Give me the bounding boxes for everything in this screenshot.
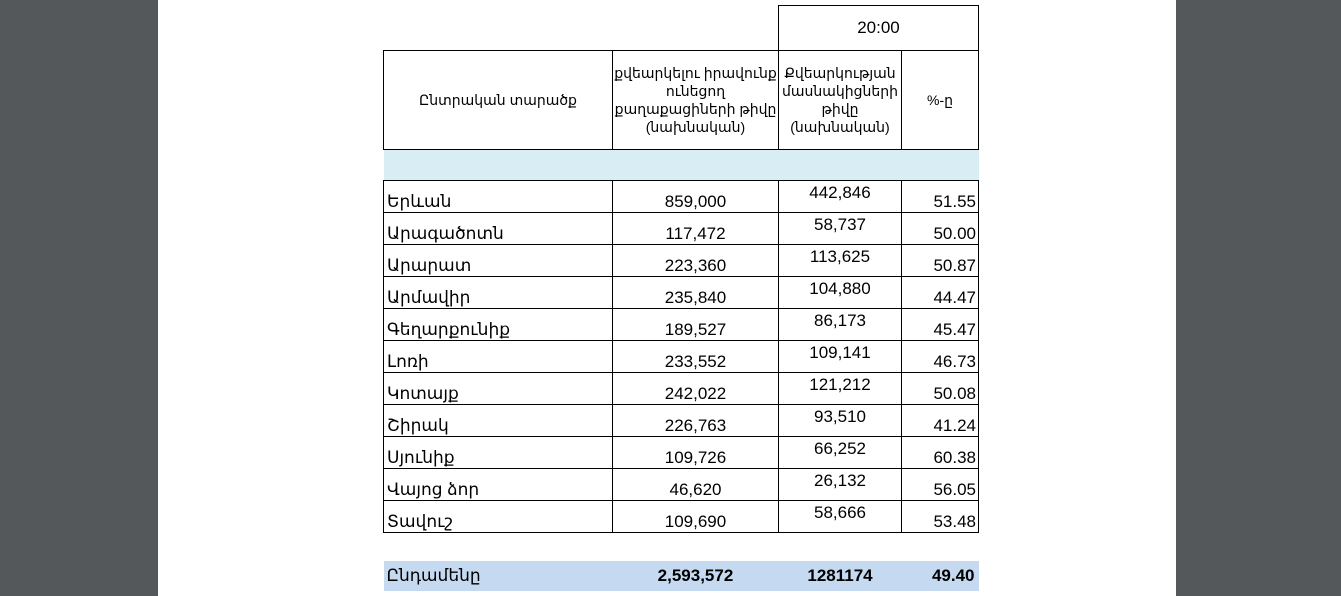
turnout-percent: 50.00 bbox=[902, 213, 979, 245]
region-name: Շիրակ bbox=[384, 405, 613, 437]
eligible-count: 189,527 bbox=[613, 309, 779, 341]
participants-count: 113,625 bbox=[779, 245, 902, 277]
participants-count: 93,510 bbox=[779, 405, 902, 437]
turnout-percent: 56.05 bbox=[902, 469, 979, 501]
header-percent: %-ը bbox=[902, 51, 979, 150]
region-name: Սյունիք bbox=[384, 437, 613, 469]
region-name: Կոտայք bbox=[384, 373, 613, 405]
turnout-percent: 53.48 bbox=[902, 501, 979, 533]
total-eligible: 2,593,572 bbox=[613, 561, 779, 591]
turnout-table bbox=[383, 5, 979, 591]
table-row bbox=[384, 181, 979, 213]
time-row bbox=[384, 6, 979, 51]
eligible-count: 235,840 bbox=[613, 277, 779, 309]
eligible-count: 233,552 bbox=[613, 341, 779, 373]
eligible-count: 223,360 bbox=[613, 245, 779, 277]
table-row bbox=[384, 309, 979, 341]
region-name: Երևան bbox=[384, 181, 613, 213]
eligible-count: 109,726 bbox=[613, 437, 779, 469]
participants-count: 104,880 bbox=[779, 277, 902, 309]
participants-count: 58,666 bbox=[779, 501, 902, 533]
region-name: Գեղարքունիք bbox=[384, 309, 613, 341]
total-percent: 49.40 bbox=[902, 561, 979, 591]
header-row bbox=[384, 51, 979, 150]
turnout-percent: 41.24 bbox=[902, 405, 979, 437]
header-participants: Քվեարկության մասնակիցների թիվը (նախնական) bbox=[779, 51, 902, 150]
table-row bbox=[384, 501, 979, 533]
blue-band-row bbox=[384, 150, 979, 181]
turnout-percent: 51.55 bbox=[902, 181, 979, 213]
table-row bbox=[384, 469, 979, 501]
table-row bbox=[384, 405, 979, 437]
participants-count: 109,141 bbox=[779, 341, 902, 373]
turnout-percent: 44.47 bbox=[902, 277, 979, 309]
region-name: Արարատ bbox=[384, 245, 613, 277]
turnout-percent: 50.08 bbox=[902, 373, 979, 405]
total-row bbox=[384, 561, 979, 591]
total-participants: 1281174 bbox=[779, 561, 902, 591]
region-name: Տավուշ bbox=[384, 501, 613, 533]
region-name: Արմավիր bbox=[384, 277, 613, 309]
eligible-count: 226,763 bbox=[613, 405, 779, 437]
table-row bbox=[384, 341, 979, 373]
table-row bbox=[384, 437, 979, 469]
region-name: Լոռի bbox=[384, 341, 613, 373]
turnout-percent: 60.38 bbox=[902, 437, 979, 469]
eligible-count: 117,472 bbox=[613, 213, 779, 245]
turnout-percent: 50.87 bbox=[902, 245, 979, 277]
participants-count: 26,132 bbox=[779, 469, 902, 501]
table-row bbox=[384, 245, 979, 277]
region-name: Վայոց ձոր bbox=[384, 469, 613, 501]
turnout-percent: 45.47 bbox=[902, 309, 979, 341]
table-row bbox=[384, 213, 979, 245]
turnout-percent: 46.73 bbox=[902, 341, 979, 373]
table-row bbox=[384, 277, 979, 309]
participants-count: 58,737 bbox=[779, 213, 902, 245]
table-row bbox=[384, 373, 979, 405]
region-name: Արագածոտն bbox=[384, 213, 613, 245]
eligible-count: 46,620 bbox=[613, 469, 779, 501]
eligible-count: 242,022 bbox=[613, 373, 779, 405]
spacer-row bbox=[384, 533, 979, 562]
eligible-count: 109,690 bbox=[613, 501, 779, 533]
time-cell: 20:00 bbox=[779, 6, 979, 51]
participants-count: 66,252 bbox=[779, 437, 902, 469]
header-eligible: քվեարկելու իրավունք ունեցող քաղաքացիների թիվը (նախնական) bbox=[613, 51, 779, 150]
participants-count: 86,173 bbox=[779, 309, 902, 341]
participants-count: 121,212 bbox=[779, 373, 902, 405]
header-region: Ընտրական տարածք bbox=[384, 51, 613, 150]
total-label: Ընդամենը bbox=[384, 561, 613, 591]
document-page bbox=[158, 0, 1176, 596]
eligible-count: 859,000 bbox=[613, 181, 779, 213]
participants-count: 442,846 bbox=[779, 181, 902, 213]
